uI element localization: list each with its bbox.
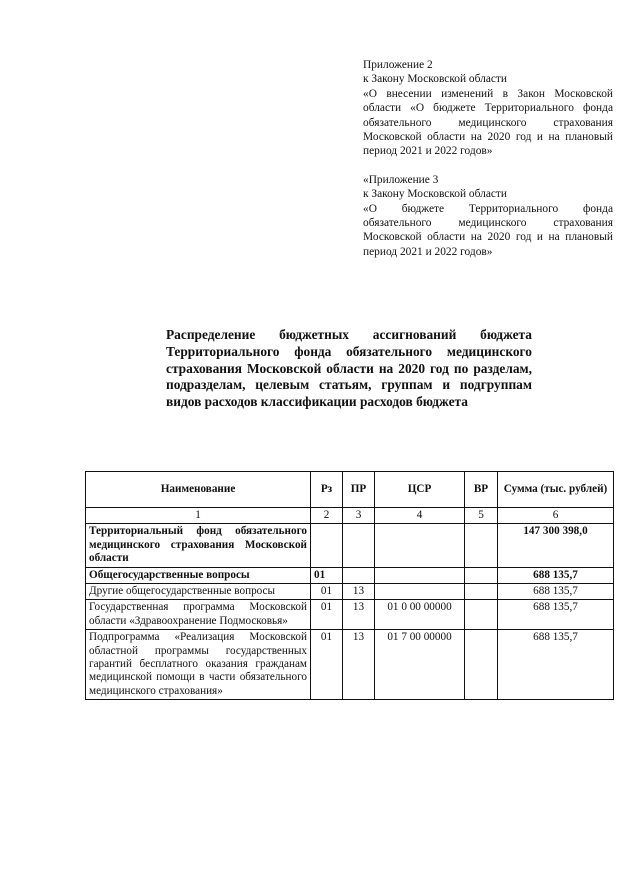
row-rz (311, 524, 343, 567)
appendix-2-law-ref: к Закону Московской области (363, 73, 507, 86)
column-number: 3 (343, 508, 375, 524)
row-name: Другие общегосударственные вопросы (86, 584, 311, 600)
budget-table (85, 471, 614, 700)
table-row (86, 524, 614, 567)
column-number: 2 (311, 508, 343, 524)
table-row (86, 584, 614, 600)
row-pr (343, 524, 375, 567)
table-row (86, 600, 614, 630)
row-name: Подпрограмма «Реализация Московской областной программы государственных гарантий бесплатного оказания гражданам медицинской помощи в части обязательного медицинского страхования» (86, 630, 311, 700)
header-rz: Рз (311, 472, 343, 508)
header-name: Наименование (86, 472, 311, 508)
row-vr (465, 600, 498, 630)
row-csr (375, 567, 465, 583)
table-row (86, 630, 614, 700)
column-number: 5 (465, 508, 498, 524)
row-csr (375, 584, 465, 600)
column-number: 1 (86, 508, 311, 524)
appendix-2-heading: Приложение 2 (363, 59, 433, 71)
table-row (86, 567, 614, 583)
row-rz: 01 (311, 600, 343, 630)
row-vr (465, 630, 498, 700)
column-number: 6 (498, 508, 614, 524)
column-number: 4 (375, 508, 465, 524)
row-csr: 01 0 00 00000 (375, 600, 465, 630)
row-pr: 13 (343, 600, 375, 630)
row-rz: 01 (311, 630, 343, 700)
row-pr: 13 (343, 630, 375, 700)
row-sum: 688 135,7 (498, 567, 614, 583)
row-name: Территориальный фонд обязательного медицинского страхования Московской области (86, 524, 311, 567)
header-sum: Сумма (тыс. рублей) (498, 472, 614, 508)
appendix-2-block (363, 58, 613, 259)
row-pr: 13 (343, 584, 375, 600)
table-header-row (86, 472, 614, 508)
row-sum: 688 135,7 (498, 630, 614, 700)
row-vr (465, 567, 498, 583)
row-pr (343, 567, 375, 583)
document-title: Распределение бюджетных ассигнований бюджета Территориального фонда обязательного медицинского страхования Московской области на 2020 год по разделам, подразделам, целевым статьям, группам и подгруппам видов расходов классификации расходов бюджета (166, 327, 532, 410)
row-sum: 147 300 398,0 (498, 524, 614, 567)
row-csr (375, 524, 465, 567)
header-vr: ВР (465, 472, 498, 508)
row-vr (465, 524, 498, 567)
appendix-3-heading: «Приложение 3 (363, 173, 439, 186)
row-rz: 01 (311, 584, 343, 600)
header-csr: ЦСР (375, 472, 465, 508)
row-rz: 01 (311, 567, 343, 583)
column-number-row (86, 508, 614, 524)
row-name: Общегосударственные вопросы (86, 567, 311, 583)
appendix-3-law-title: «О бюджете Территориального фонда обязательного медицинского страхования Московской области на 2020 год и на плановый период 2021 и 2022 годов» (363, 202, 613, 258)
appendix-2-law-title: «О внесении изменений в Закон Московской области «О бюджете Территориального фонда обязательного медицинского страхования Московской области на 2020 год и на плановый период 2021 и 2022 годов» (363, 87, 613, 158)
header-pr: ПР (343, 472, 375, 508)
row-vr (465, 584, 498, 600)
row-name: Государственная программа Московской области «Здравоохранение Подмосковья» (86, 600, 311, 630)
row-csr: 01 7 00 00000 (375, 630, 465, 700)
row-sum: 688 135,7 (498, 584, 614, 600)
row-sum: 688 135,7 (498, 600, 614, 630)
appendix-3-law-ref: к Закону Московской области (363, 188, 507, 201)
